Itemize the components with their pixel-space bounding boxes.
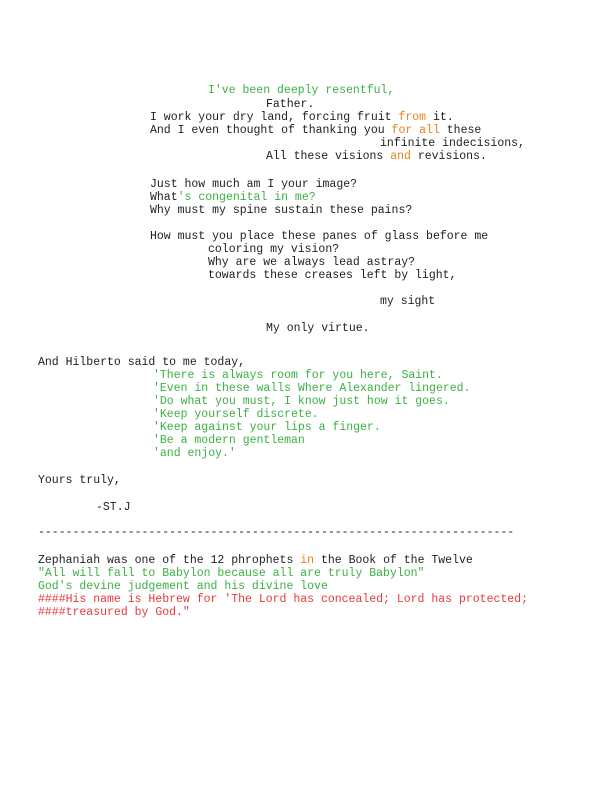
poem-line-6-part-a: All these visions xyxy=(266,150,391,163)
letter-closing: Yours truly, xyxy=(38,474,121,487)
letter-quote-6: 'Be a modern gentleman xyxy=(153,434,305,447)
poem-line-4-part-a: And I even thought of thanking you xyxy=(150,124,392,137)
poem-line-1: I've been deeply resentful, xyxy=(208,84,395,97)
poem-line-8-part-b: 's congenital in me? xyxy=(177,191,316,204)
notes-line-4: ####His name is Hebrew for 'The Lord has concealed; Lord has protected; xyxy=(38,593,528,606)
poem-line-7: Just how much am I your image? xyxy=(150,178,358,191)
poem-line-9: Why must my spine sustain these pains? xyxy=(150,204,413,217)
poem-line-8-part-a: What xyxy=(150,191,178,204)
poem-line-6-part-b: and xyxy=(390,150,411,163)
poem-line-14: my sight xyxy=(380,295,436,308)
notes-line-2: "All will fall to Babylon because all are truly Babylon" xyxy=(38,567,425,580)
letter-signature: -ST.J xyxy=(96,501,131,514)
letter-quote-2: 'Even in these walls Where Alexander lingered. xyxy=(153,382,471,395)
letter-intro: And Hilberto said to me today, xyxy=(38,356,246,369)
notes-line-1 xyxy=(38,554,473,567)
poem-line-10: How must you place these panes of glass before me xyxy=(150,230,489,243)
poem-line-3-part-a: I work your dry land, forcing fruit xyxy=(150,111,399,124)
notes-line-1-part-a: Zephaniah was one of the 12 phrophets xyxy=(38,554,301,567)
poem-line-15: My only virtue. xyxy=(266,322,370,335)
letter-quote-4: 'Keep yourself discrete. xyxy=(153,408,319,421)
poem-line-2: Father. xyxy=(266,98,315,111)
poem-line-3 xyxy=(150,111,454,124)
letter-quote-1: 'There is always room for you here, Saint. xyxy=(153,369,443,382)
letter-quote-5: 'Keep against your lips a finger. xyxy=(153,421,381,434)
poem-line-8 xyxy=(150,191,316,204)
poem-line-4-part-b: for all xyxy=(391,124,440,137)
letter-quote-3: 'Do what you must, I know just how it goes. xyxy=(153,395,450,408)
notes-line-1-part-c: the Book of the Twelve xyxy=(314,554,473,567)
poem-line-13: towards these creases left by light, xyxy=(208,269,457,282)
poem-line-5: infinite indecisions, xyxy=(380,137,525,150)
poem-line-3-part-c: it. xyxy=(426,111,454,124)
letter-quote-7: 'and enjoy.' xyxy=(153,447,236,460)
notes-line-5: ####treasured by God." xyxy=(38,606,190,619)
poem-line-6-part-c: revisions. xyxy=(410,150,487,163)
poem-line-4 xyxy=(150,124,481,137)
poem-line-11: coloring my vision? xyxy=(208,243,340,256)
section-divider: --------------------------------------------------------------------- xyxy=(38,526,515,539)
poem-line-12: Why are we always lead astray? xyxy=(208,256,416,269)
poem-line-4-part-c: these xyxy=(439,124,482,137)
notes-line-1-part-b: in xyxy=(300,554,315,567)
notes-line-3: God's devine judgement and his divine love xyxy=(38,580,328,593)
poem-line-6 xyxy=(266,150,487,163)
poem-line-3-part-b: from xyxy=(398,111,427,124)
